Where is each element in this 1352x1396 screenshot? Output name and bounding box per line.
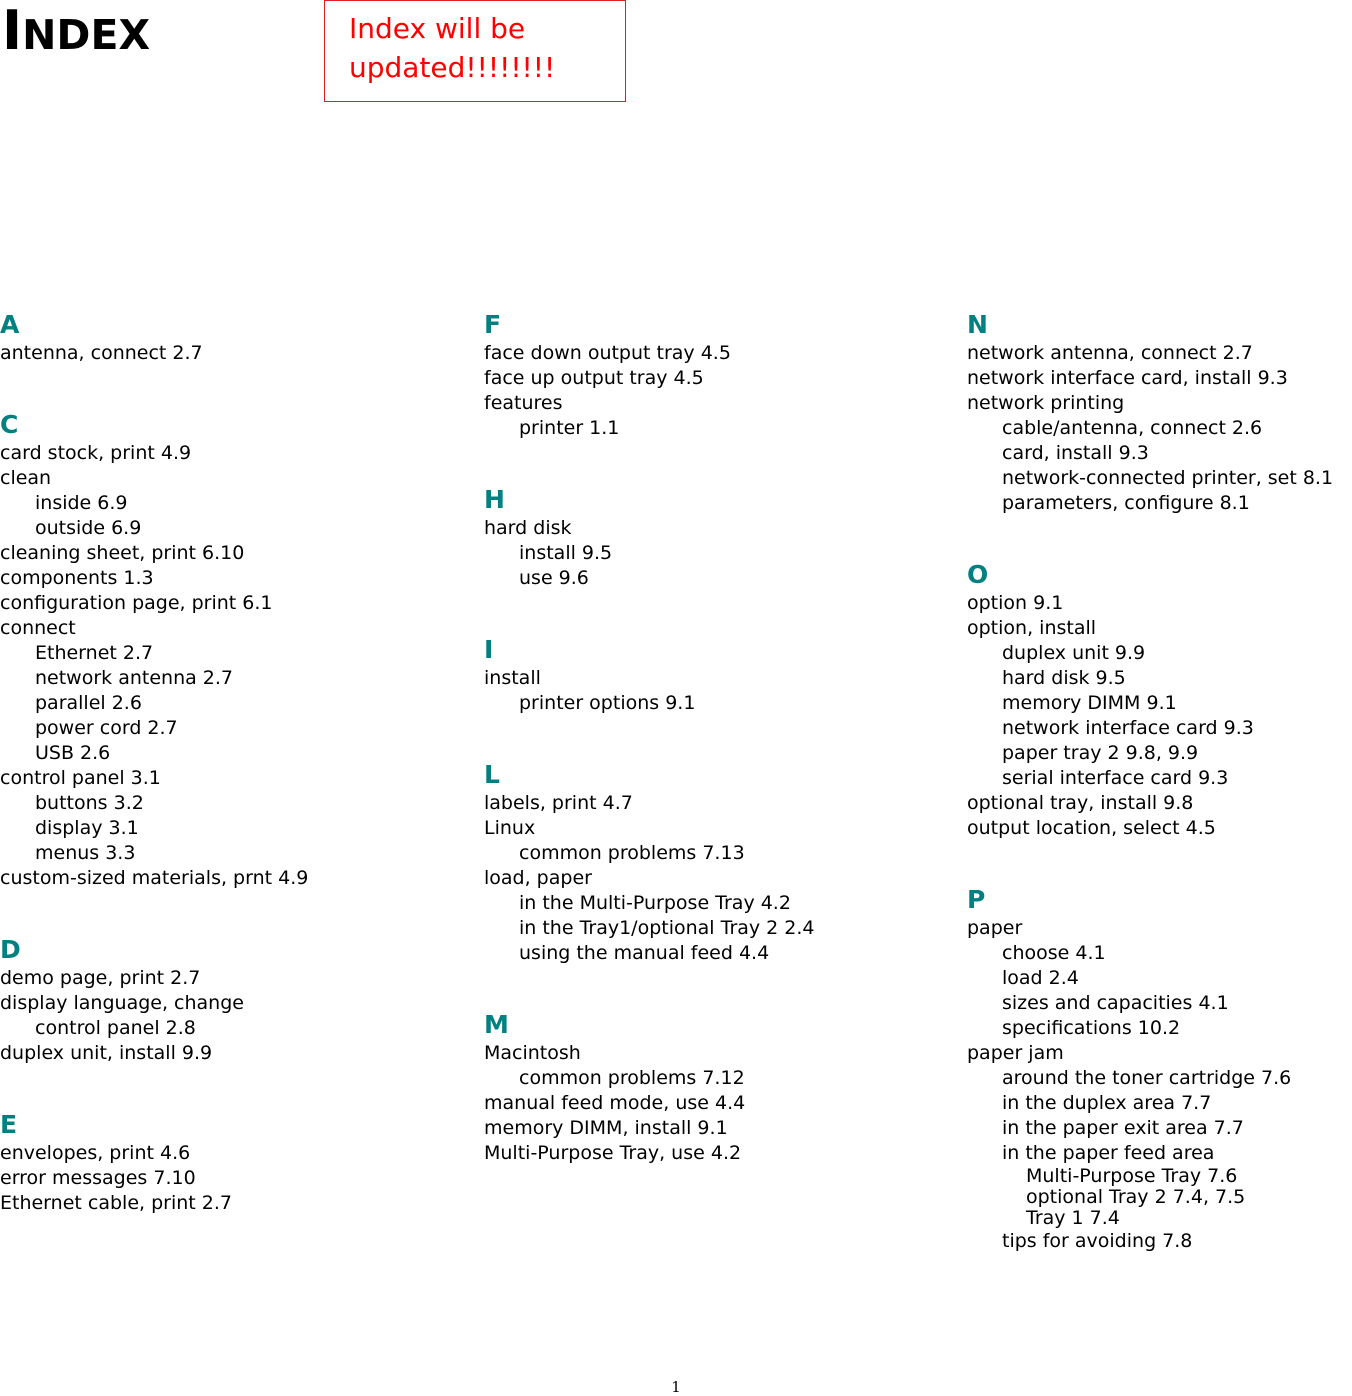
- index-entry: Macintosh: [484, 1042, 581, 1064]
- index-subentry: display 3.1: [35, 817, 139, 839]
- index-section-d: [0, 935, 460, 1066]
- index-entry: demo page, print 2.7: [0, 967, 201, 989]
- index-subentry: duplex unit 9.9: [1002, 642, 1146, 664]
- index-entry: configuration page, print 6.1: [0, 592, 273, 614]
- section-letter-heading: H: [484, 485, 505, 514]
- index-entry: features: [484, 392, 563, 414]
- index-entry: custom-sized materials, prnt 4.9: [0, 867, 309, 889]
- index-entry: network interface card, install 9.3: [967, 367, 1288, 389]
- index-entry: labels, print 4.7: [484, 792, 633, 814]
- section-letter-heading: E: [0, 1110, 18, 1139]
- index-subentry: parameters, configure 8.1: [1002, 492, 1250, 514]
- section-letter-heading: C: [0, 410, 19, 439]
- index-entry: memory DIMM, install 9.1: [484, 1117, 728, 1139]
- index-entry: network printing: [967, 392, 1125, 414]
- index-subentry: choose 4.1: [1002, 942, 1106, 964]
- index-entry: Ethernet cable, print 2.7: [0, 1192, 232, 1214]
- index-sub-subentry: Tray 1 7.4: [1026, 1207, 1120, 1229]
- page-number: 1: [671, 1378, 681, 1396]
- index-entry: face down output tray 4.5: [484, 342, 731, 364]
- section-letter-heading: D: [0, 935, 21, 964]
- section-letter-heading: I: [484, 635, 494, 664]
- index-entry: envelopes, print 4.6: [0, 1142, 191, 1164]
- index-section-n: [967, 310, 1352, 516]
- index-subentry: card, install 9.3: [1002, 442, 1149, 464]
- section-letter-heading: O: [967, 560, 989, 589]
- index-entry: components 1.3: [0, 567, 154, 589]
- section-letter-heading: F: [484, 310, 502, 339]
- index-entry: hard disk: [484, 517, 572, 539]
- update-note-callout: [324, 0, 626, 102]
- index-subentry: in the Tray1/optional Tray 2 2.4: [519, 917, 815, 939]
- page-title-rest: NDEX: [22, 11, 151, 59]
- index-entry: error messages 7.10: [0, 1167, 196, 1189]
- index-entry: card stock, print 4.9: [0, 442, 192, 464]
- index-entry: connect: [0, 617, 76, 639]
- index-subentry: memory DIMM 9.1: [1002, 692, 1177, 714]
- update-note-line-2: updated!!!!!!!!: [349, 51, 556, 84]
- index-entry: antenna, connect 2.7: [0, 342, 203, 364]
- index-subentry: Ethernet 2.7: [35, 642, 154, 664]
- index-column-3: [967, 300, 1352, 1254]
- index-section-e: [0, 1110, 460, 1216]
- index-subentry: common problems 7.13: [519, 842, 745, 864]
- index-section-o: [967, 560, 1352, 841]
- index-entry: face up output tray 4.5: [484, 367, 704, 389]
- index-entry: clean: [0, 467, 52, 489]
- page-title: [2, 0, 151, 62]
- index-subentry: in the paper exit area 7.7: [1002, 1117, 1244, 1139]
- index-subentry: network antenna 2.7: [35, 667, 234, 689]
- index-subentry: cable/antenna, connect 2.6: [1002, 417, 1263, 439]
- index-subentry: printer 1.1: [519, 417, 620, 439]
- index-entry: paper jam: [967, 1042, 1064, 1064]
- index-subentry: using the manual feed 4.4: [519, 942, 770, 964]
- section-letter-heading: L: [484, 760, 500, 789]
- section-letter-heading: A: [0, 310, 20, 339]
- index-section-a: [0, 310, 460, 366]
- update-note-line-1: Index will be: [349, 12, 526, 45]
- index-entry: network antenna, connect 2.7: [967, 342, 1253, 364]
- section-letter-heading: M: [484, 1010, 509, 1039]
- index-subentry: network-connected printer, set 8.1: [1002, 467, 1334, 489]
- index-entry: option, install: [967, 617, 1097, 639]
- index-subentry: paper tray 2 9.8, 9.9: [1002, 742, 1199, 764]
- index-subentry: tips for avoiding 7.8: [1002, 1230, 1193, 1252]
- index-section-c: [0, 410, 460, 891]
- index-subentry: network interface card 9.3: [1002, 717, 1254, 739]
- index-sub-subentry: Multi-Purpose Tray 7.6: [1026, 1165, 1238, 1187]
- index-subentry: hard disk 9.5: [1002, 667, 1126, 689]
- index-subentry: buttons 3.2: [35, 792, 144, 814]
- index-entry: optional tray, install 9.8: [967, 792, 1194, 814]
- index-subentry: inside 6.9: [35, 492, 128, 514]
- index-column-2: [484, 300, 954, 1166]
- index-entry: Multi-Purpose Tray, use 4.2: [484, 1142, 742, 1164]
- section-letter-heading: P: [967, 885, 986, 914]
- index-entry: duplex unit, install 9.9: [0, 1042, 213, 1064]
- index-section-i: [484, 635, 954, 716]
- index-subentry: install 9.5: [519, 542, 613, 564]
- index-subentry: USB 2.6: [35, 742, 111, 764]
- index-entry: cleaning sheet, print 6.10: [0, 542, 245, 564]
- index-entry: Linux: [484, 817, 536, 839]
- index-subentry: load 2.4: [1002, 967, 1079, 989]
- index-subentry: use 9.6: [519, 567, 589, 589]
- index-subentry: power cord 2.7: [35, 717, 178, 739]
- index-sub-subentry: optional Tray 2 7.4, 7.5: [1026, 1186, 1246, 1208]
- index-entry: control panel 3.1: [0, 767, 161, 789]
- index-entry: option 9.1: [967, 592, 1064, 614]
- index-entry: display language, change: [0, 992, 244, 1014]
- index-subentry: around the toner cartridge 7.6: [1002, 1067, 1292, 1089]
- index-subentry: in the duplex area 7.7: [1002, 1092, 1212, 1114]
- page-title-initial: I: [2, 0, 23, 62]
- index-subentry: menus 3.3: [35, 842, 136, 864]
- index-section-m: [484, 1010, 954, 1166]
- index-section-p: [967, 885, 1352, 1254]
- index-subentry: common problems 7.12: [519, 1067, 745, 1089]
- index-subentry: serial interface card 9.3: [1002, 767, 1229, 789]
- index-section-l: [484, 760, 954, 966]
- index-subentry: control panel 2.8: [35, 1017, 196, 1039]
- index-entry: paper: [967, 917, 1023, 939]
- index-subentry: printer options 9.1: [519, 692, 696, 714]
- index-subentry: in the paper feed area: [1002, 1142, 1215, 1164]
- index-entry: install: [484, 667, 541, 689]
- index-entry: manual feed mode, use 4.4: [484, 1092, 746, 1114]
- index-subentry: specifications 10.2: [1002, 1017, 1181, 1039]
- index-subentry: sizes and capacities 4.1: [1002, 992, 1229, 1014]
- index-subentry: parallel 2.6: [35, 692, 142, 714]
- index-entry: output location, select 4.5: [967, 817, 1216, 839]
- index-section-h: [484, 485, 954, 591]
- index-subentry: outside 6.9: [35, 517, 142, 539]
- index-entry: load, paper: [484, 867, 592, 889]
- index-subentry: in the Multi-Purpose Tray 4.2: [519, 892, 791, 914]
- section-letter-heading: N: [967, 310, 988, 339]
- index-section-f: [484, 310, 954, 441]
- index-column-1: [0, 300, 460, 1216]
